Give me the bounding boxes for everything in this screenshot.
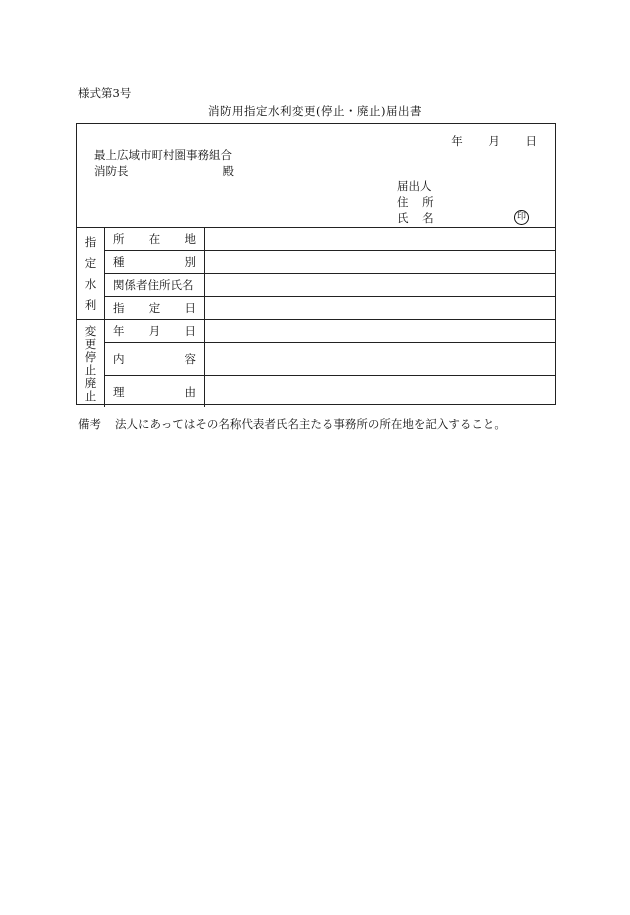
- remarks-text: 法人にあってはその名称代表者氏名主たる事務所の所在地を記入すること。: [115, 417, 506, 431]
- row-change-date: [105, 320, 555, 343]
- document-title: 消防用指定水利変更(停止・廃止)届出書: [208, 104, 422, 118]
- section-change-stop-abolish: [77, 320, 555, 407]
- date-day-label: 日: [525, 134, 537, 148]
- applicant-address-row: [397, 194, 457, 210]
- row-label-content: 内 容: [105, 343, 205, 375]
- remarks-label: 備考: [78, 417, 101, 431]
- remarks-note: [78, 416, 506, 432]
- section-label-change-stop-abolish: 変 更 停 止 廃 止: [77, 320, 105, 407]
- reason-entry[interactable]: [205, 376, 555, 407]
- name-label: 氏 名: [397, 211, 434, 225]
- date-field: [429, 133, 537, 149]
- section-designated-water: [77, 228, 555, 320]
- organization-name: 最上広域市町村圏事務組合: [94, 148, 232, 162]
- designation-date-entry[interactable]: [205, 297, 555, 319]
- row-label-related-party: 関係者住所氏名: [105, 274, 205, 296]
- chief-title: 消防長: [94, 164, 129, 178]
- row-location: [105, 228, 555, 251]
- row-related-party: [105, 274, 555, 297]
- row-reason: [105, 376, 555, 407]
- row-label-type: 種 別: [105, 251, 205, 273]
- change-date-entry[interactable]: [205, 320, 555, 342]
- form-frame: [76, 123, 556, 405]
- addressee: [94, 147, 234, 179]
- chief-line: [94, 163, 234, 179]
- location-entry[interactable]: [205, 228, 555, 250]
- applicant-label: 届出人: [397, 179, 432, 193]
- row-label-location: 所 在 地: [105, 228, 205, 250]
- section-label-designated-water: 指 定 水 利: [77, 228, 105, 319]
- applicant-name-row: [397, 210, 457, 226]
- date-month-label: 月: [488, 134, 500, 148]
- honorific: 殿: [222, 164, 234, 178]
- type-entry[interactable]: [205, 251, 555, 273]
- date-year-label: 年: [451, 134, 463, 148]
- form-header: [77, 124, 555, 228]
- applicant-block: [397, 178, 457, 226]
- seal-mark: 印: [514, 210, 529, 225]
- address-label: 住 所: [397, 195, 434, 209]
- form-grid: [77, 228, 555, 407]
- row-type: [105, 251, 555, 274]
- row-designation-date: [105, 297, 555, 319]
- row-label-reason: 理 由: [105, 376, 205, 407]
- content-entry[interactable]: [205, 343, 555, 375]
- row-label-designation-date: 指 定 日: [105, 297, 205, 319]
- row-label-change-date: 年 月 日: [105, 320, 205, 342]
- row-content: [105, 343, 555, 376]
- related-party-entry[interactable]: [205, 274, 555, 296]
- form-number: 様式第3号: [78, 86, 132, 100]
